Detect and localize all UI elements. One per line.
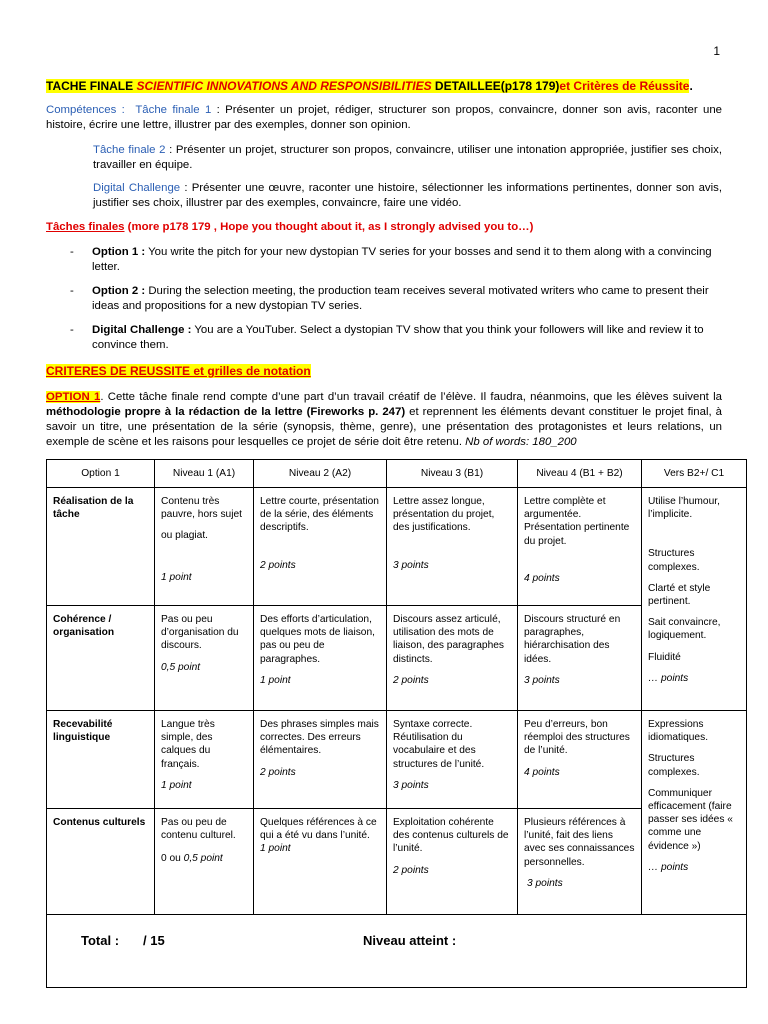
column-header: Niveau 4 (B1 + B2)	[518, 460, 642, 488]
points-label: 0,5 point	[183, 853, 223, 865]
points-label: 4 points	[524, 572, 560, 584]
level-cell: Lettre assez longue, présentation du projet, des justifications. 3 points	[387, 488, 518, 606]
level-cell: Des phrases simples mais correctes. Des erreurs élémentaires. 2 points	[254, 711, 387, 809]
points-label: 3 points	[393, 559, 429, 571]
page-title	[46, 79, 736, 93]
niveau-atteint-label: Niveau atteint :	[363, 933, 457, 948]
column-header: Niveau 1 (A1)	[155, 460, 254, 488]
points-label: 1 point	[161, 779, 192, 791]
title-part-3: DETAILLEE(p178 179)	[431, 79, 560, 93]
level-cell: Exploitation cohérente des contenus culturels de l’unité. 2 points	[387, 809, 518, 915]
total-cell	[47, 915, 747, 988]
level-cell: Contenu très pauvre, hors sujet ou plagiat. 1 point	[155, 488, 254, 606]
points-label: 3 points	[524, 674, 560, 686]
tache-2-label: Tâche finale 2	[93, 144, 166, 156]
column-header: Niveau 3 (B1)	[387, 460, 518, 488]
points-label: 3 points	[393, 779, 429, 791]
total-label: Total :	[81, 933, 120, 948]
options-list	[70, 245, 720, 362]
table-header-row	[47, 460, 747, 488]
level-cell: Lettre courte, présentation de la série, des éléments descriptifs. 2 points	[254, 488, 387, 606]
points-label: 1 point	[260, 674, 291, 686]
taches-finales-label: Tâches finales	[46, 221, 125, 233]
page-number: 1	[713, 44, 720, 58]
table-row	[47, 488, 747, 606]
competences-digital-challenge	[93, 181, 722, 211]
tache-1-text: : Présenter un projet, rédiger, structurer son propos, convaincre, donner son avis, raconter une histoire, écrire une lettre, illustrer par des exemples, donner son opinion.	[46, 104, 723, 131]
title-part-2: SCIENTIFIC INNOVATIONS AND RESPONSIBILITIES	[136, 79, 432, 93]
criterion-cell: Cohérence / organisation	[47, 606, 155, 711]
digital-challenge-text: : Présenter une œuvre, raconter une histoire, sélectionner les informations pertinentes, donner son avis, justifier ses choix, illustrer par des exemples, convaincre, faire une vidéo.	[93, 182, 722, 209]
points-label: … points	[648, 672, 689, 684]
points-label: 0,5 point	[161, 661, 201, 673]
points-label: 4 points	[524, 766, 560, 778]
criteres-heading: CRITERES DE REUSSITE et grilles de notation	[46, 364, 311, 378]
points-label: 2 points	[393, 864, 429, 876]
points-label: 2 points	[260, 766, 296, 778]
level-cell: Plusieurs références à l’unité, fait des liens avec ses connaissances personnelles. 3 points	[518, 809, 642, 915]
points-label: 1 point	[161, 571, 192, 583]
competences-tache-1	[46, 103, 722, 133]
competences-label: Compétences :	[46, 104, 125, 116]
criterion-cell: Réalisation de la tâche	[47, 488, 155, 606]
option-1-paragraph: OPTION 1. Cette tâche finale rend compte d’une part d’un travail créatif de l’élève. Il faudra, néanmoins, que les élèves suivent la méthodologie propre à la rédaction de la lettre (Fireworks p. 247) et reprennent les éléments devant constituer le projet final, à savoir un titre, une présentation de la série (synopsis, thème, genre), une présentation des protagonistes et leurs relations, un exemple de scène et les raisons pour lesquelles ce projet de série doit être retenu. Nb of words: 180_200	[46, 391, 722, 448]
word-count: Nb of words: 180_200	[465, 436, 577, 448]
points-label: 1 point	[260, 843, 291, 855]
option-1-label: OPTION 1	[46, 391, 101, 403]
competences-tache-2	[93, 143, 722, 173]
tache-2-text: : Présenter un projet, structurer son propos, convaincre, utiliser une intonation appropriée, justifier ses choix, travailler en équipe.	[93, 144, 722, 171]
table-row	[47, 711, 747, 809]
vers-c1-cell-2: Expressions idiomatiques. Structures complexes. Communiquer efficacement (faire passer ses idées « comme une évidence ») … points	[642, 711, 747, 915]
column-header: Option 1	[47, 460, 155, 488]
level-cell: Peu d’erreurs, bon réemploi des structures de l’unité. 4 points	[518, 711, 642, 809]
vers-c1-cell-1: Utilise l’humour, l’implicite. Structures complexes. Clarté et style pertinent. Sait convaincre, logiquement. Fluidité … points	[642, 488, 747, 711]
taches-finales-heading	[46, 221, 722, 233]
title-part-4: et Critères de Réussite	[559, 79, 690, 93]
taches-finales-note: (more p178 179 , Hope you thought about it, as I strongly advised you to…)	[124, 221, 534, 233]
list-item: - Option 2 : During the selection meeting, the production team receives several motivated writers who came to present their ideas and propositions for a new dystopian TV series.	[70, 285, 709, 312]
points-label: … points	[648, 861, 689, 873]
points-label: 2 points	[260, 559, 296, 571]
tache-1-label: Tâche finale 1	[135, 104, 212, 116]
list-item: - Option 1 : You write the pitch for your new dystopian TV series for your bosses and send it to them along with a convincing letter.	[70, 246, 712, 273]
points-label: 3 points	[527, 877, 563, 889]
level-cell: Pas ou peu d’organisation du discours. 0,5 point	[155, 606, 254, 711]
total-score: / 15	[143, 933, 165, 948]
title-part-1: TACHE FINALE	[46, 79, 137, 93]
criterion-cell: Contenus culturels	[47, 809, 155, 915]
level-cell: Pas ou peu de contenu culturel. 0 ou 0,5 point	[155, 809, 254, 915]
digital-challenge-label: Digital Challenge	[93, 182, 181, 194]
criterion-cell: Recevabilité linguistique	[47, 711, 155, 809]
column-header: Vers B2+/ C1	[642, 460, 747, 488]
level-cell: Des efforts d’articulation, quelques mots de liaison, pas ou peu de paragraphes. 1 point	[254, 606, 387, 711]
list-item: - Digital Challenge : You are a YouTuber. Select a dystopian TV show that you think your followers will like and review it to convince them.	[70, 324, 704, 351]
column-header: Niveau 2 (A2)	[254, 460, 387, 488]
title-part-5: .	[689, 79, 693, 93]
level-cell: Quelques références à ce qui a été vu dans l’unité. 1 point	[254, 809, 387, 915]
level-cell: Lettre complète et argumentée. Présentation pertinente du projet. 4 points	[518, 488, 642, 606]
points-label: 2 points	[393, 674, 429, 686]
level-cell: Discours assez articulé, utilisation des mots de liaison, des paragraphes distincts. 2 points	[387, 606, 518, 711]
level-cell: Discours structuré en paragraphes, hiérarchisation des idées. 3 points	[518, 606, 642, 711]
total-row	[47, 915, 747, 988]
level-cell: Syntaxe correcte. Réutilisation du vocabulaire et des structures de l’unité. 3 points	[387, 711, 518, 809]
level-cell: Langue très simple, des calques du français. 1 point	[155, 711, 254, 809]
grading-table	[46, 459, 747, 988]
